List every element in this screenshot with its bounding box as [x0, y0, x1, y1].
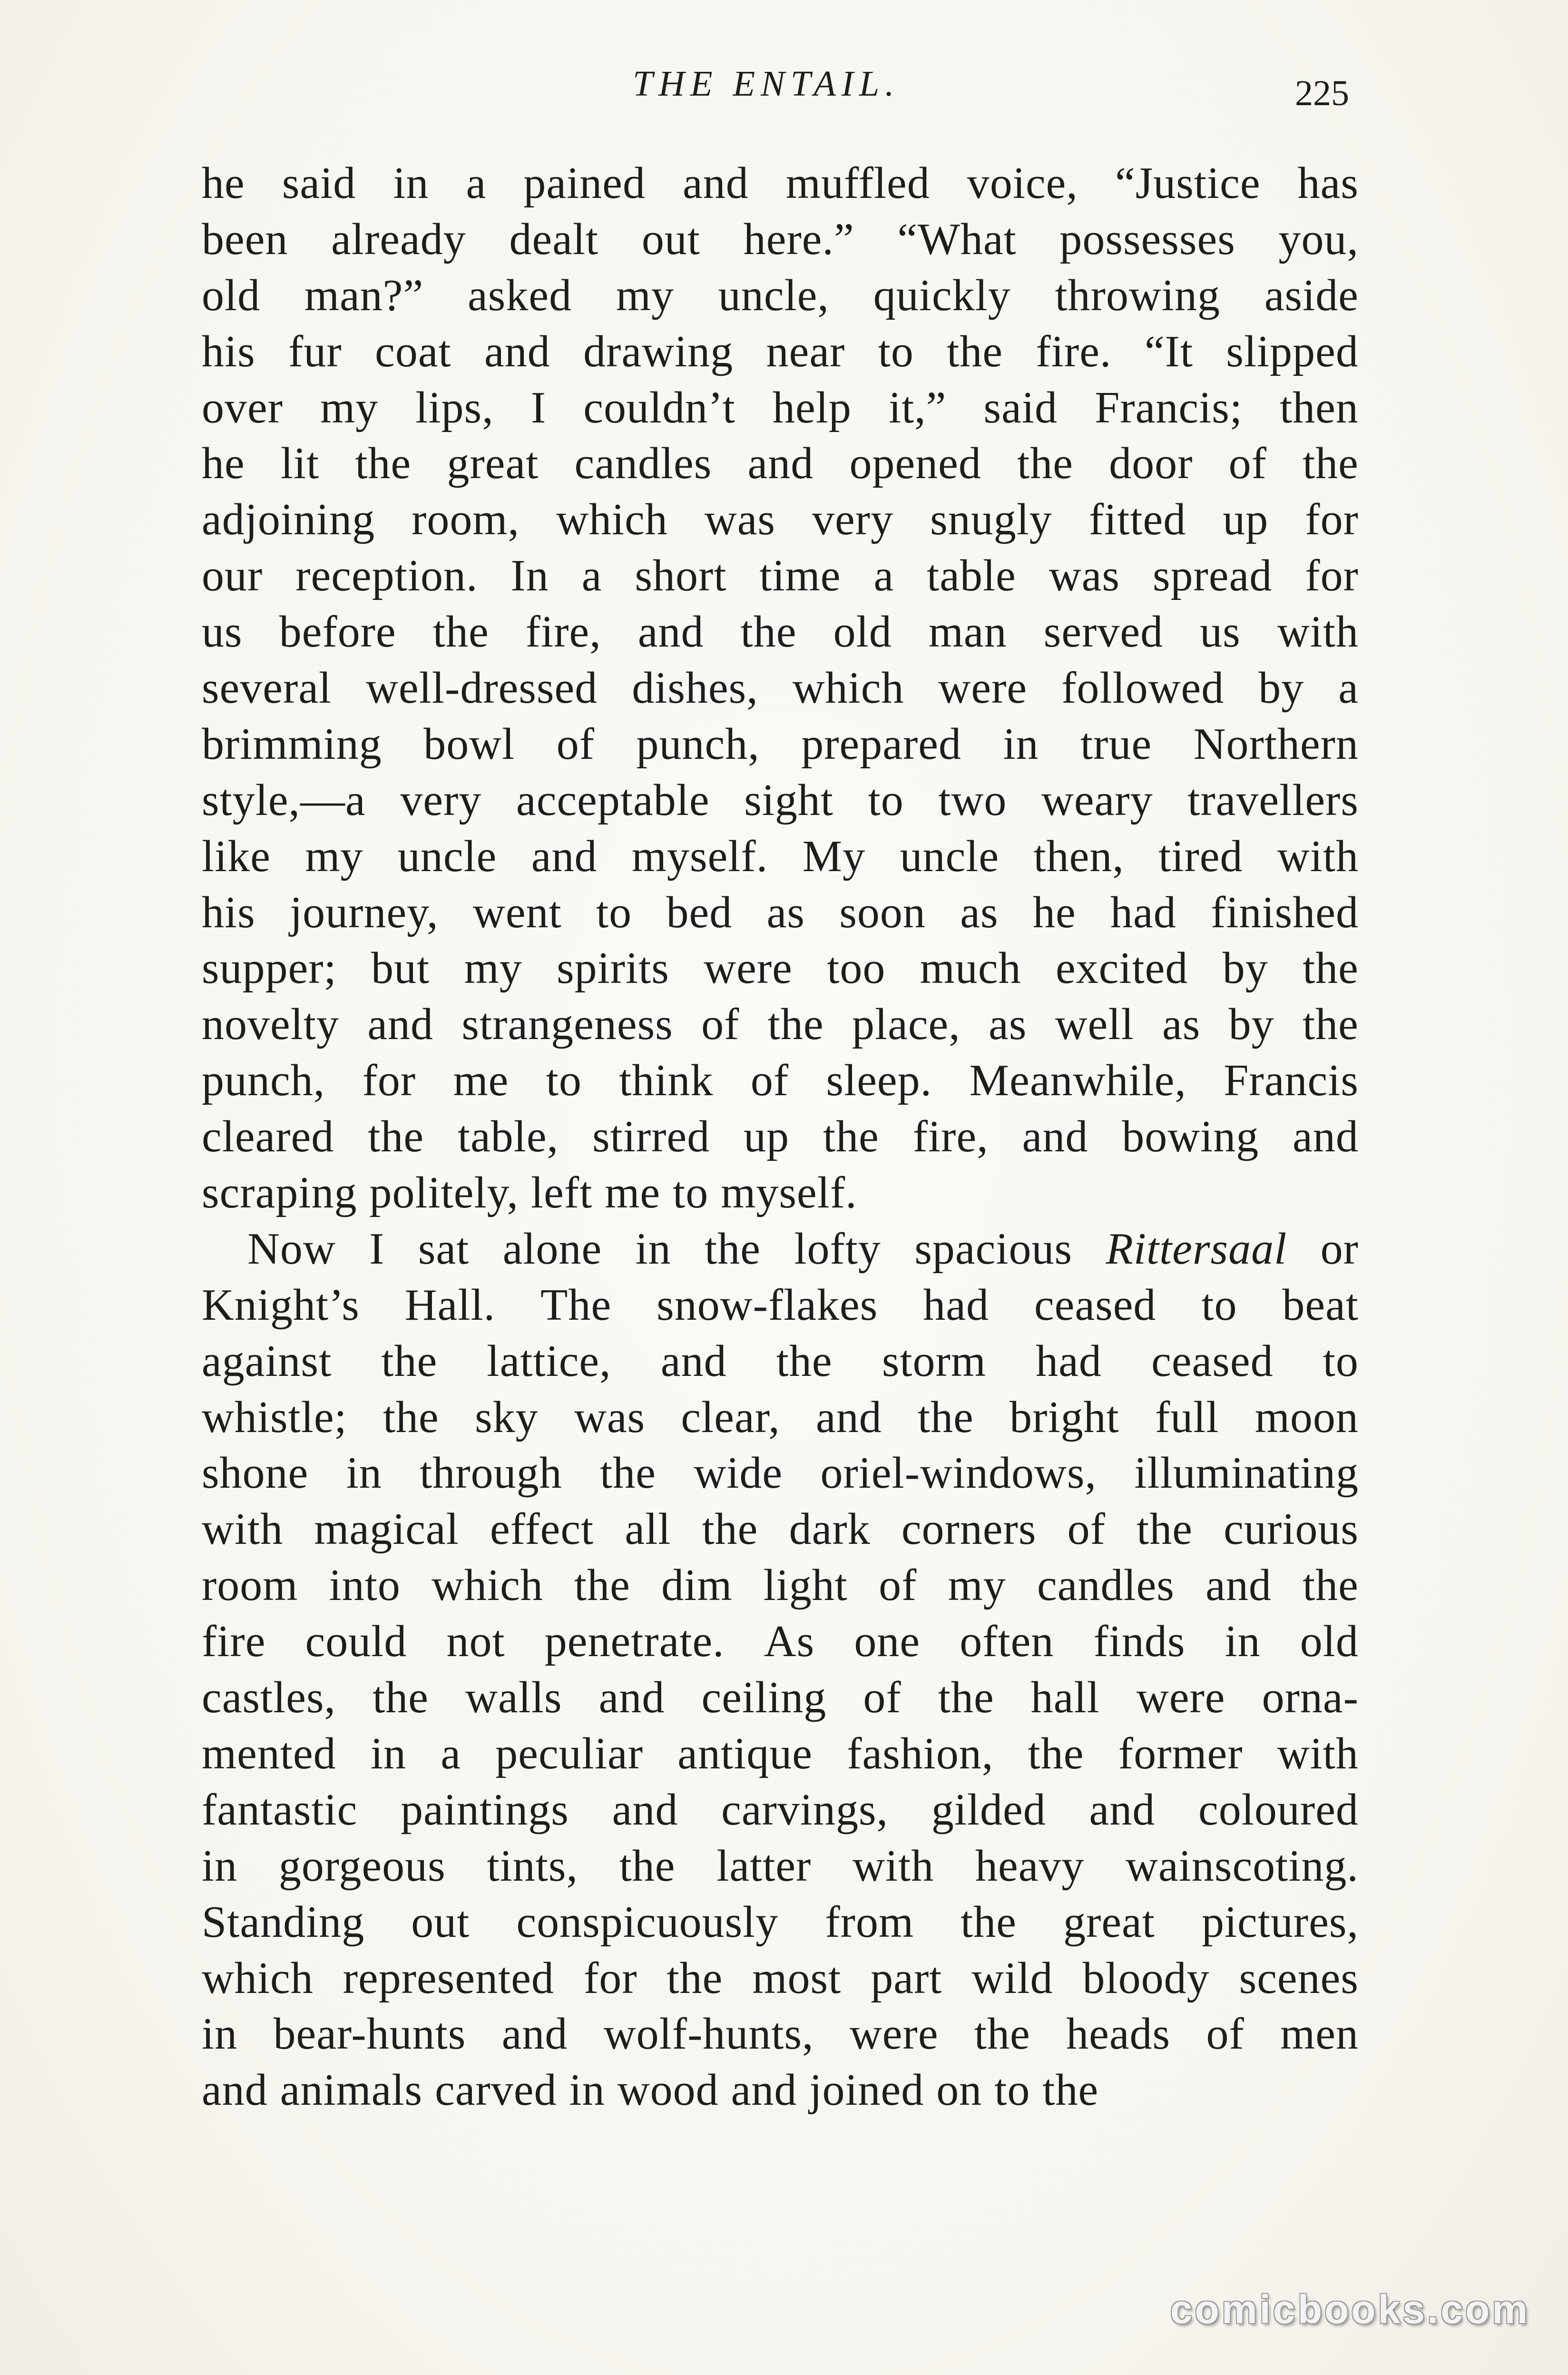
text-line: old man?” asked my uncle, quickly throwing aside: [202, 270, 1359, 320]
text-line: us before the fire, and the old man served us with: [202, 607, 1359, 657]
text-line: in bear-hunts and wolf-hunts, were the heads of men: [202, 2009, 1359, 2059]
text-line: his journey, went to bed as soon as he had finished: [202, 887, 1359, 937]
text-line: fire could not penetrate. As one often finds in old: [202, 1617, 1359, 1667]
text-line: whistle; the sky was clear, and the bright full moon: [202, 1392, 1359, 1442]
text-line: several well-dressed dishes, which were followed by a: [202, 663, 1359, 713]
text-line: punch, for me to think of sleep. Meanwhile, Francis: [202, 1056, 1359, 1106]
text-line: Standing out conspicuously from the great pictures,: [202, 1897, 1359, 1947]
text-line: room into which the dim light of my candles and the: [202, 1560, 1359, 1610]
text-line: been already dealt out here.” “What possesses you,: [202, 214, 1359, 264]
text-line: which represented for the most part wild bloody scenes: [202, 1953, 1359, 2003]
text-line: adjoining room, which was very snugly fitted up for: [202, 495, 1359, 545]
text-line: his fur coat and drawing near to the fire. “It slipped: [202, 326, 1359, 376]
text-line: style,—a very acceptable sight to two weary travellers: [202, 775, 1359, 825]
text-line: supper; but my spirits were too much excited by the: [202, 943, 1359, 993]
text-line: with magical effect all the dark corners of the curious: [202, 1504, 1359, 1554]
text-line: brimming bowl of punch, prepared in true Northern: [202, 719, 1359, 769]
text-line: like my uncle and myself. My uncle then, tired with: [202, 831, 1359, 881]
text-line: shone in through the wide oriel-windows, illuminating: [202, 1448, 1359, 1498]
text-line: cleared the table, stirred up the fire, and bowing and: [202, 1112, 1359, 1162]
text-line: Now I sat alone in the lofty spacious Rittersaal or: [247, 1224, 1359, 1274]
page-number: 225: [1295, 73, 1349, 113]
text-line: in gorgeous tints, the latter with heavy wainscoting.: [202, 1841, 1359, 1891]
text-line: fantastic paintings and carvings, gilded and coloured: [202, 1785, 1359, 1835]
text-line: against the lattice, and the storm had ceased to: [202, 1336, 1359, 1386]
text-line: he said in a pained and muffled voice, “Justice has: [202, 158, 1359, 208]
text-line: novelty and strangeness of the place, as well as by the: [202, 1000, 1359, 1050]
text-line: over my lips, I couldn’t help it,” said Francis; then: [202, 383, 1359, 432]
running-title: THE ENTAIL.: [633, 64, 900, 104]
watermark: comicbooks.com: [1170, 2287, 1530, 2332]
text-line: scraping politely, left me to myself.: [202, 1168, 857, 1218]
text-line: Knight’s Hall. The snow-flakes had ceased to beat: [202, 1280, 1359, 1330]
text-line: castles, the walls and ceiling of the hall were orna-: [202, 1673, 1359, 1723]
text-line: our reception. In a short time a table was spread for: [202, 551, 1359, 601]
text-line: mented in a peculiar antique fashion, the former with: [202, 1728, 1359, 1778]
text-line: and animals carved in wood and joined on to the: [202, 2065, 1099, 2115]
text-line: he lit the great candles and opened the door of the: [202, 439, 1359, 489]
body-text: [202, 156, 1359, 2119]
